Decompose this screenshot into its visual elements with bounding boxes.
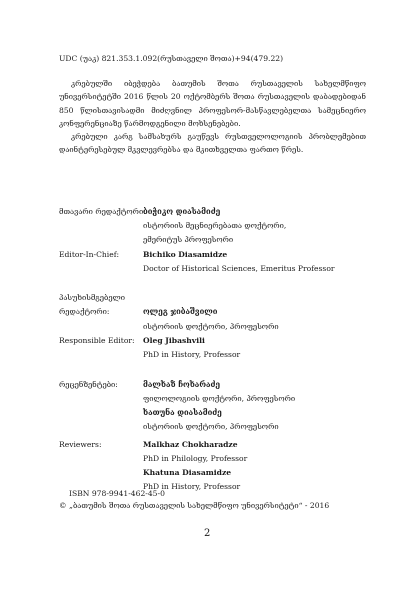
editor-in-chief-label-en: Editor-In-Chief: [59, 250, 120, 259]
reviewers-label-ka: რეცენზენტები: [59, 380, 118, 389]
responsible-editor-label-ka-2: რედაქტორი: [59, 307, 110, 316]
intro-text [59, 77, 366, 157]
editor-in-chief-title-en: Doctor of Historical Sciences, Emeritus Professor [143, 264, 335, 273]
reviewer-1-name-ka: მალხაზ ჩოხარაძე [143, 380, 221, 389]
reviewer-2-name-ka: ხათუნა დიასამიძე [143, 408, 222, 417]
reviewer-2-title-ka: ისტორიის დოქტორი, პროფესორი [143, 422, 279, 431]
reviewers-label-en: Reviewers: [59, 440, 102, 449]
responsible-editor-title-ka: ისტორიის დოქტორი, პროფესორი [143, 322, 279, 331]
page-number: 2 [204, 528, 211, 539]
responsible-editor-title-en: PhD in History, Professor [143, 350, 241, 359]
responsible-editor-label-ka-1: პასუხისმგებელი [59, 293, 125, 302]
reviewer-1-title-en: PhD in Philology, Professor [143, 454, 248, 463]
copyright-line: © „ბათუმის შოთა რუსთაველის სახელმწიფო უნივერსიტეტი“ - 2016 [59, 501, 330, 510]
editor-in-chief-title2-ka: ემერიტუს პროფესორი [143, 235, 234, 244]
editor-in-chief-label-ka: მთავარი რედაქტორი: [59, 207, 146, 216]
responsible-editor-label-en: Responsible Editor: [59, 336, 135, 345]
responsible-editor-name-ka: ოლეგ ჯიბაშვილი [143, 307, 218, 316]
editor-in-chief-name-ka: ბიჭიკო დიასამიძე [143, 207, 221, 216]
isbn: ISBN 978-9941-462-45-0 [69, 489, 165, 498]
reviewer-2-title-en: PhD in History, Professor [143, 482, 241, 491]
reviewer-2-name-en: Khatuna Diasamidze [143, 468, 232, 477]
udc-code: UDC (უაკ) 821.353.1.092(რუსთაველი შოთა)+94(479.22) [59, 54, 284, 63]
intro-paragraph-2: კრებული კარგ სამსახურს გაუწევს რუსთველოლოგიის პრობლემებით დაინტერესებულ მკვლევრებსა და მკითხველთა ფართო წრეს. [59, 132, 366, 155]
intro-paragraph-1: კრებულში იბეჭდება ბათუმის შოთა რუსთაველის სახელმწიფო უნივერსიტეტში 2016 წლის 20 ოქტომბერს შოთა რუსთაველის დაბადებიდან 850 წლისთავისადმი მიძღვნილ პროფესორ-მასწავლებელთა სამეცნიერო კონფერენციაზე წარმოდგენილი მოხსენებები. [59, 79, 366, 128]
editor-in-chief-name-en: Bichiko Diasamidze [143, 250, 228, 259]
responsible-editor-name-en: Oleg Jibashvili [143, 336, 205, 345]
reviewer-1-name-en: Malkhaz Chokharadze [143, 440, 238, 449]
editor-in-chief-title1-ka: ისტორიის მეცნიერებათა დოქტორი, [143, 221, 287, 230]
reviewer-1-title-ka: ფილოლოგიის დოქტორი, პროფესორი [143, 394, 296, 403]
